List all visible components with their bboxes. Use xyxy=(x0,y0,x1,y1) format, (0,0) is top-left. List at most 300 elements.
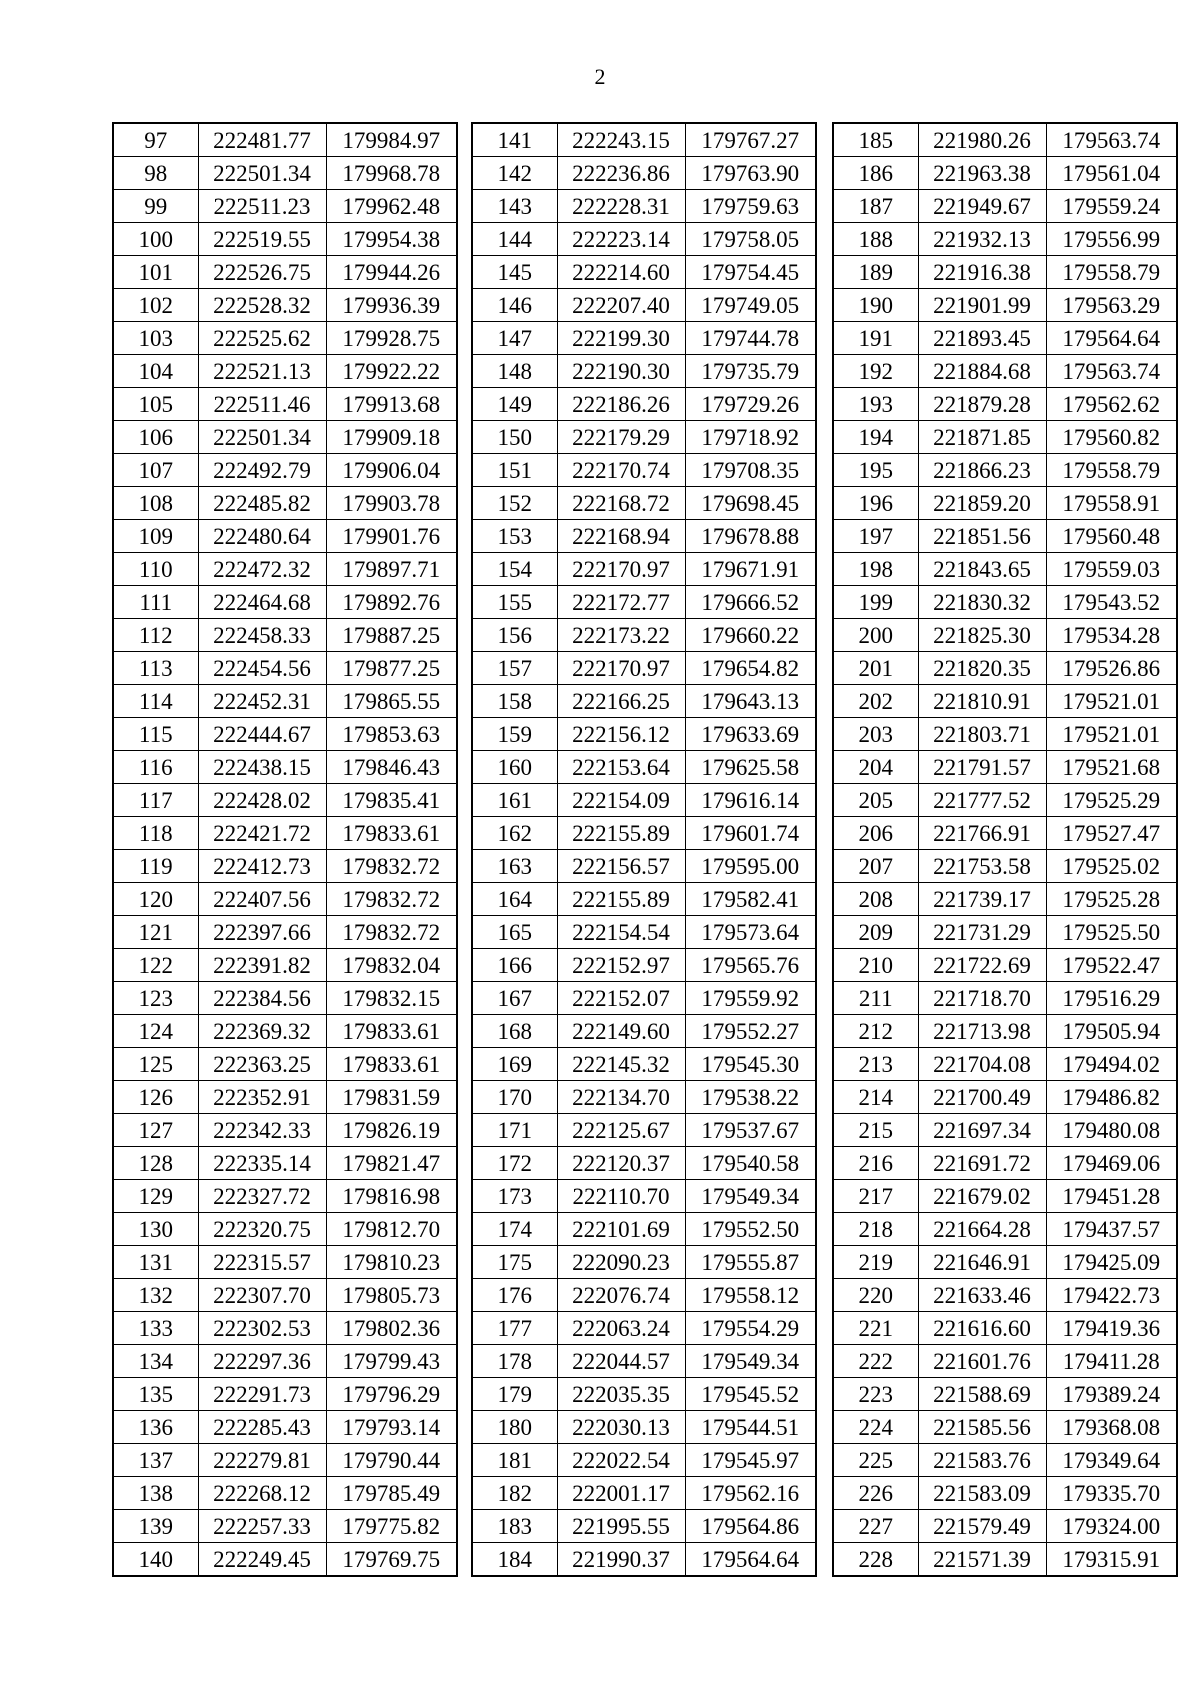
x-coordinate-cell: 222172.77 xyxy=(557,586,685,619)
y-coordinate-cell: 179759.63 xyxy=(685,190,816,223)
y-coordinate-cell: 179558.12 xyxy=(685,1279,816,1312)
point-number-cell: 215 xyxy=(833,1114,918,1147)
x-coordinate-cell: 221820.35 xyxy=(918,652,1046,685)
table-row xyxy=(113,454,457,487)
x-coordinate-cell: 222090.23 xyxy=(557,1246,685,1279)
y-coordinate-cell: 179936.39 xyxy=(326,289,457,322)
table-row xyxy=(833,1015,1177,1048)
x-coordinate-cell: 221585.56 xyxy=(918,1411,1046,1444)
point-number-cell: 97 xyxy=(113,123,198,157)
table-row xyxy=(833,553,1177,586)
table-row xyxy=(113,1147,457,1180)
x-coordinate-cell: 222444.67 xyxy=(198,718,326,751)
table-row xyxy=(113,1114,457,1147)
x-coordinate-cell: 221851.56 xyxy=(918,520,1046,553)
point-number-cell: 125 xyxy=(113,1048,198,1081)
table-row xyxy=(833,454,1177,487)
point-number-cell: 120 xyxy=(113,883,198,916)
y-coordinate-cell: 179558.79 xyxy=(1046,454,1177,487)
table-row xyxy=(113,123,457,157)
x-coordinate-cell: 221571.39 xyxy=(918,1543,1046,1577)
point-number-cell: 154 xyxy=(472,553,557,586)
point-number-cell: 171 xyxy=(472,1114,557,1147)
y-coordinate-cell: 179846.43 xyxy=(326,751,457,784)
point-number-cell: 204 xyxy=(833,751,918,784)
table-row xyxy=(472,883,816,916)
point-number-cell: 162 xyxy=(472,817,557,850)
point-number-cell: 110 xyxy=(113,553,198,586)
point-number-cell: 151 xyxy=(472,454,557,487)
y-coordinate-cell: 179601.74 xyxy=(685,817,816,850)
y-coordinate-cell: 179749.05 xyxy=(685,289,816,322)
point-number-cell: 194 xyxy=(833,421,918,454)
x-coordinate-cell: 222428.02 xyxy=(198,784,326,817)
table-row xyxy=(472,1345,816,1378)
point-number-cell: 146 xyxy=(472,289,557,322)
y-coordinate-cell: 179616.14 xyxy=(685,784,816,817)
y-coordinate-cell: 179544.51 xyxy=(685,1411,816,1444)
table-row xyxy=(113,652,457,685)
x-coordinate-cell: 221753.58 xyxy=(918,850,1046,883)
x-coordinate-cell: 222168.94 xyxy=(557,520,685,553)
point-number-cell: 163 xyxy=(472,850,557,883)
y-coordinate-cell: 179835.41 xyxy=(326,784,457,817)
x-coordinate-cell: 222521.13 xyxy=(198,355,326,388)
point-number-cell: 122 xyxy=(113,949,198,982)
x-coordinate-cell: 222186.26 xyxy=(557,388,685,421)
y-coordinate-cell: 179534.28 xyxy=(1046,619,1177,652)
point-number-cell: 159 xyxy=(472,718,557,751)
y-coordinate-cell: 179505.94 xyxy=(1046,1015,1177,1048)
x-coordinate-cell: 222528.32 xyxy=(198,289,326,322)
x-coordinate-cell: 222407.56 xyxy=(198,883,326,916)
y-coordinate-cell: 179522.47 xyxy=(1046,949,1177,982)
y-coordinate-cell: 179559.92 xyxy=(685,982,816,1015)
point-number-cell: 106 xyxy=(113,421,198,454)
table-row xyxy=(113,1543,457,1577)
table-row xyxy=(833,1213,1177,1246)
y-coordinate-cell: 179962.48 xyxy=(326,190,457,223)
table-row xyxy=(113,1510,457,1543)
table-row xyxy=(833,1543,1177,1577)
point-number-cell: 148 xyxy=(472,355,557,388)
y-coordinate-cell: 179562.62 xyxy=(1046,388,1177,421)
table-row xyxy=(113,388,457,421)
table-row xyxy=(833,817,1177,850)
point-number-cell: 158 xyxy=(472,685,557,718)
table-row xyxy=(472,1081,816,1114)
point-number-cell: 108 xyxy=(113,487,198,520)
x-coordinate-cell: 222228.31 xyxy=(557,190,685,223)
page-number: 2 xyxy=(594,64,606,89)
x-coordinate-cell: 221871.85 xyxy=(918,421,1046,454)
point-number-cell: 119 xyxy=(113,850,198,883)
x-coordinate-cell: 221579.49 xyxy=(918,1510,1046,1543)
x-coordinate-cell: 222249.45 xyxy=(198,1543,326,1577)
x-coordinate-cell: 222464.68 xyxy=(198,586,326,619)
y-coordinate-cell: 179563.74 xyxy=(1046,355,1177,388)
y-coordinate-cell: 179954.38 xyxy=(326,223,457,256)
table-row xyxy=(472,586,816,619)
x-coordinate-cell: 222101.69 xyxy=(557,1213,685,1246)
y-coordinate-cell: 179545.52 xyxy=(685,1378,816,1411)
x-coordinate-cell: 221704.08 xyxy=(918,1048,1046,1081)
table-row xyxy=(113,586,457,619)
table-row xyxy=(472,718,816,751)
x-coordinate-cell: 222035.35 xyxy=(557,1378,685,1411)
y-coordinate-cell: 179563.29 xyxy=(1046,289,1177,322)
table-row xyxy=(113,1213,457,1246)
y-coordinate-cell: 179549.34 xyxy=(685,1345,816,1378)
table-row xyxy=(833,1147,1177,1180)
point-number-cell: 203 xyxy=(833,718,918,751)
y-coordinate-cell: 179525.29 xyxy=(1046,784,1177,817)
y-coordinate-cell: 179832.72 xyxy=(326,916,457,949)
table-row xyxy=(472,355,816,388)
y-coordinate-cell: 179625.58 xyxy=(685,751,816,784)
point-number-cell: 121 xyxy=(113,916,198,949)
table-row xyxy=(472,322,816,355)
table-row xyxy=(472,685,816,718)
table-row xyxy=(833,487,1177,520)
table-row xyxy=(113,487,457,520)
coordinate-table-2 xyxy=(471,122,817,1577)
y-coordinate-cell: 179832.72 xyxy=(326,850,457,883)
x-coordinate-cell: 222452.31 xyxy=(198,685,326,718)
table-row xyxy=(833,322,1177,355)
point-number-cell: 173 xyxy=(472,1180,557,1213)
point-number-cell: 209 xyxy=(833,916,918,949)
table-row xyxy=(113,1246,457,1279)
point-number-cell: 132 xyxy=(113,1279,198,1312)
table-row xyxy=(833,223,1177,256)
table-row xyxy=(472,123,816,157)
y-coordinate-cell: 179527.47 xyxy=(1046,817,1177,850)
table-row xyxy=(833,190,1177,223)
table-row xyxy=(833,1114,1177,1147)
x-coordinate-cell: 222291.73 xyxy=(198,1378,326,1411)
x-coordinate-cell: 221932.13 xyxy=(918,223,1046,256)
point-number-cell: 224 xyxy=(833,1411,918,1444)
table-row xyxy=(472,1114,816,1147)
y-coordinate-cell: 179633.69 xyxy=(685,718,816,751)
point-number-cell: 207 xyxy=(833,850,918,883)
point-number-cell: 228 xyxy=(833,1543,918,1577)
table-row xyxy=(472,487,816,520)
point-number-cell: 103 xyxy=(113,322,198,355)
table-row xyxy=(833,784,1177,817)
table-row xyxy=(472,1180,816,1213)
point-number-cell: 99 xyxy=(113,190,198,223)
point-number-cell: 218 xyxy=(833,1213,918,1246)
table-row xyxy=(833,1411,1177,1444)
x-coordinate-cell: 222155.89 xyxy=(557,883,685,916)
y-coordinate-cell: 179892.76 xyxy=(326,586,457,619)
point-number-cell: 196 xyxy=(833,487,918,520)
point-number-cell: 183 xyxy=(472,1510,557,1543)
point-number-cell: 164 xyxy=(472,883,557,916)
table-row xyxy=(472,1378,816,1411)
x-coordinate-cell: 221583.76 xyxy=(918,1444,1046,1477)
table-row xyxy=(833,916,1177,949)
table-row xyxy=(472,982,816,1015)
x-coordinate-cell: 222335.14 xyxy=(198,1147,326,1180)
table-row xyxy=(113,289,457,322)
point-number-cell: 114 xyxy=(113,685,198,718)
table-row xyxy=(472,916,816,949)
point-number-cell: 161 xyxy=(472,784,557,817)
x-coordinate-cell: 222044.57 xyxy=(557,1345,685,1378)
y-coordinate-cell: 179558.91 xyxy=(1046,487,1177,520)
point-number-cell: 202 xyxy=(833,685,918,718)
point-number-cell: 174 xyxy=(472,1213,557,1246)
point-number-cell: 179 xyxy=(472,1378,557,1411)
x-coordinate-cell: 221766.91 xyxy=(918,817,1046,850)
y-coordinate-cell: 179555.87 xyxy=(685,1246,816,1279)
y-coordinate-cell: 179775.82 xyxy=(326,1510,457,1543)
table-row xyxy=(472,751,816,784)
table-row xyxy=(833,718,1177,751)
x-coordinate-cell: 222149.60 xyxy=(557,1015,685,1048)
x-coordinate-cell: 221601.76 xyxy=(918,1345,1046,1378)
point-number-cell: 169 xyxy=(472,1048,557,1081)
y-coordinate-cell: 179349.64 xyxy=(1046,1444,1177,1477)
point-number-cell: 195 xyxy=(833,454,918,487)
x-coordinate-cell: 222110.70 xyxy=(557,1180,685,1213)
table-row xyxy=(472,1015,816,1048)
table-row xyxy=(833,751,1177,784)
x-coordinate-cell: 222454.56 xyxy=(198,652,326,685)
y-coordinate-cell: 179832.15 xyxy=(326,982,457,1015)
y-coordinate-cell: 179562.16 xyxy=(685,1477,816,1510)
y-coordinate-cell: 179832.04 xyxy=(326,949,457,982)
x-coordinate-cell: 222170.74 xyxy=(557,454,685,487)
x-coordinate-cell: 222511.23 xyxy=(198,190,326,223)
table-row xyxy=(113,223,457,256)
x-coordinate-cell: 222363.25 xyxy=(198,1048,326,1081)
y-coordinate-cell: 179805.73 xyxy=(326,1279,457,1312)
table-row xyxy=(113,355,457,388)
point-number-cell: 153 xyxy=(472,520,557,553)
table-row xyxy=(472,1213,816,1246)
y-coordinate-cell: 179922.22 xyxy=(326,355,457,388)
y-coordinate-cell: 179451.28 xyxy=(1046,1180,1177,1213)
x-coordinate-cell: 221691.72 xyxy=(918,1147,1046,1180)
y-coordinate-cell: 179729.26 xyxy=(685,388,816,421)
table-row xyxy=(113,1081,457,1114)
table-row xyxy=(113,1444,457,1477)
point-number-cell: 98 xyxy=(113,157,198,190)
point-number-cell: 116 xyxy=(113,751,198,784)
y-coordinate-cell: 179754.45 xyxy=(685,256,816,289)
x-coordinate-cell: 222412.73 xyxy=(198,850,326,883)
point-number-cell: 188 xyxy=(833,223,918,256)
y-coordinate-cell: 179906.04 xyxy=(326,454,457,487)
point-number-cell: 206 xyxy=(833,817,918,850)
y-coordinate-cell: 179660.22 xyxy=(685,619,816,652)
point-number-cell: 105 xyxy=(113,388,198,421)
point-number-cell: 177 xyxy=(472,1312,557,1345)
table-row xyxy=(113,949,457,982)
y-coordinate-cell: 179565.76 xyxy=(685,949,816,982)
point-number-cell: 205 xyxy=(833,784,918,817)
point-number-cell: 211 xyxy=(833,982,918,1015)
table-row xyxy=(472,388,816,421)
x-coordinate-cell: 222369.32 xyxy=(198,1015,326,1048)
point-number-cell: 219 xyxy=(833,1246,918,1279)
point-number-cell: 136 xyxy=(113,1411,198,1444)
point-number-cell: 109 xyxy=(113,520,198,553)
table-row xyxy=(833,355,1177,388)
table-row xyxy=(472,1246,816,1279)
table-row xyxy=(113,1048,457,1081)
y-coordinate-cell: 179516.29 xyxy=(1046,982,1177,1015)
point-number-cell: 213 xyxy=(833,1048,918,1081)
table-row xyxy=(113,619,457,652)
x-coordinate-cell: 222214.60 xyxy=(557,256,685,289)
table-row xyxy=(472,949,816,982)
point-number-cell: 198 xyxy=(833,553,918,586)
x-coordinate-cell: 222207.40 xyxy=(557,289,685,322)
table-row xyxy=(833,850,1177,883)
y-coordinate-cell: 179525.50 xyxy=(1046,916,1177,949)
y-coordinate-cell: 179560.82 xyxy=(1046,421,1177,454)
point-number-cell: 214 xyxy=(833,1081,918,1114)
table-row xyxy=(833,619,1177,652)
y-coordinate-cell: 179558.79 xyxy=(1046,256,1177,289)
y-coordinate-cell: 179865.55 xyxy=(326,685,457,718)
table-row xyxy=(833,1246,1177,1279)
x-coordinate-cell: 221700.49 xyxy=(918,1081,1046,1114)
y-coordinate-cell: 179564.64 xyxy=(685,1543,816,1577)
y-coordinate-cell: 179826.19 xyxy=(326,1114,457,1147)
y-coordinate-cell: 179543.52 xyxy=(1046,586,1177,619)
point-number-cell: 197 xyxy=(833,520,918,553)
point-number-cell: 165 xyxy=(472,916,557,949)
x-coordinate-cell: 222170.97 xyxy=(557,652,685,685)
y-coordinate-cell: 179564.64 xyxy=(1046,322,1177,355)
point-number-cell: 135 xyxy=(113,1378,198,1411)
point-number-cell: 141 xyxy=(472,123,557,157)
x-coordinate-cell: 222145.32 xyxy=(557,1048,685,1081)
point-number-cell: 227 xyxy=(833,1510,918,1543)
y-coordinate-cell: 179832.72 xyxy=(326,883,457,916)
x-coordinate-cell: 221679.02 xyxy=(918,1180,1046,1213)
point-number-cell: 212 xyxy=(833,1015,918,1048)
x-coordinate-cell: 222397.66 xyxy=(198,916,326,949)
point-number-cell: 222 xyxy=(833,1345,918,1378)
y-coordinate-cell: 179521.01 xyxy=(1046,685,1177,718)
y-coordinate-cell: 179545.30 xyxy=(685,1048,816,1081)
x-coordinate-cell: 222199.30 xyxy=(557,322,685,355)
x-coordinate-cell: 221803.71 xyxy=(918,718,1046,751)
y-coordinate-cell: 179525.28 xyxy=(1046,883,1177,916)
x-coordinate-cell: 221830.32 xyxy=(918,586,1046,619)
x-coordinate-cell: 221963.38 xyxy=(918,157,1046,190)
y-coordinate-cell: 179698.45 xyxy=(685,487,816,520)
table-row xyxy=(113,1345,457,1378)
x-coordinate-cell: 221777.52 xyxy=(918,784,1046,817)
point-number-cell: 184 xyxy=(472,1543,557,1577)
y-coordinate-cell: 179538.22 xyxy=(685,1081,816,1114)
x-coordinate-cell: 222384.56 xyxy=(198,982,326,1015)
y-coordinate-cell: 179928.75 xyxy=(326,322,457,355)
table-row xyxy=(472,190,816,223)
point-number-cell: 145 xyxy=(472,256,557,289)
x-coordinate-cell: 221718.70 xyxy=(918,982,1046,1015)
x-coordinate-cell: 222302.53 xyxy=(198,1312,326,1345)
table-row xyxy=(833,883,1177,916)
y-coordinate-cell: 179968.78 xyxy=(326,157,457,190)
x-coordinate-cell: 221990.37 xyxy=(557,1543,685,1577)
table-row xyxy=(113,1015,457,1048)
x-coordinate-cell: 222156.12 xyxy=(557,718,685,751)
table-row xyxy=(113,157,457,190)
point-number-cell: 170 xyxy=(472,1081,557,1114)
point-number-cell: 199 xyxy=(833,586,918,619)
y-coordinate-cell: 179897.71 xyxy=(326,553,457,586)
x-coordinate-cell: 222134.70 xyxy=(557,1081,685,1114)
point-number-cell: 175 xyxy=(472,1246,557,1279)
point-number-cell: 140 xyxy=(113,1543,198,1577)
x-coordinate-cell: 222421.72 xyxy=(198,817,326,850)
point-number-cell: 150 xyxy=(472,421,557,454)
x-coordinate-cell: 221588.69 xyxy=(918,1378,1046,1411)
y-coordinate-cell: 179909.18 xyxy=(326,421,457,454)
table-row xyxy=(472,1510,816,1543)
x-coordinate-cell: 221916.38 xyxy=(918,256,1046,289)
table-row xyxy=(113,718,457,751)
table-row xyxy=(113,751,457,784)
point-number-cell: 180 xyxy=(472,1411,557,1444)
point-number-cell: 190 xyxy=(833,289,918,322)
x-coordinate-cell: 221949.67 xyxy=(918,190,1046,223)
x-coordinate-cell: 221825.30 xyxy=(918,619,1046,652)
x-coordinate-cell: 221731.29 xyxy=(918,916,1046,949)
table-row xyxy=(472,817,816,850)
point-number-cell: 111 xyxy=(113,586,198,619)
y-coordinate-cell: 179913.68 xyxy=(326,388,457,421)
point-number-cell: 139 xyxy=(113,1510,198,1543)
y-coordinate-cell: 179554.29 xyxy=(685,1312,816,1345)
point-number-cell: 185 xyxy=(833,123,918,157)
x-coordinate-cell: 222154.54 xyxy=(557,916,685,949)
table-row xyxy=(472,1444,816,1477)
table-row xyxy=(833,1081,1177,1114)
x-coordinate-cell: 221810.91 xyxy=(918,685,1046,718)
x-coordinate-cell: 221633.46 xyxy=(918,1279,1046,1312)
point-number-cell: 225 xyxy=(833,1444,918,1477)
table-row xyxy=(833,289,1177,322)
table-row xyxy=(472,553,816,586)
y-coordinate-cell: 179582.41 xyxy=(685,883,816,916)
point-number-cell: 124 xyxy=(113,1015,198,1048)
y-coordinate-cell: 179480.08 xyxy=(1046,1114,1177,1147)
x-coordinate-cell: 221583.09 xyxy=(918,1477,1046,1510)
point-number-cell: 166 xyxy=(472,949,557,982)
table-row xyxy=(833,1180,1177,1213)
y-coordinate-cell: 179411.28 xyxy=(1046,1345,1177,1378)
table-row xyxy=(833,421,1177,454)
y-coordinate-cell: 179793.14 xyxy=(326,1411,457,1444)
point-number-cell: 101 xyxy=(113,256,198,289)
y-coordinate-cell: 179595.00 xyxy=(685,850,816,883)
y-coordinate-cell: 179744.78 xyxy=(685,322,816,355)
x-coordinate-cell: 222156.57 xyxy=(557,850,685,883)
y-coordinate-cell: 179563.74 xyxy=(1046,123,1177,157)
x-coordinate-cell: 222022.54 xyxy=(557,1444,685,1477)
y-coordinate-cell: 179796.29 xyxy=(326,1378,457,1411)
